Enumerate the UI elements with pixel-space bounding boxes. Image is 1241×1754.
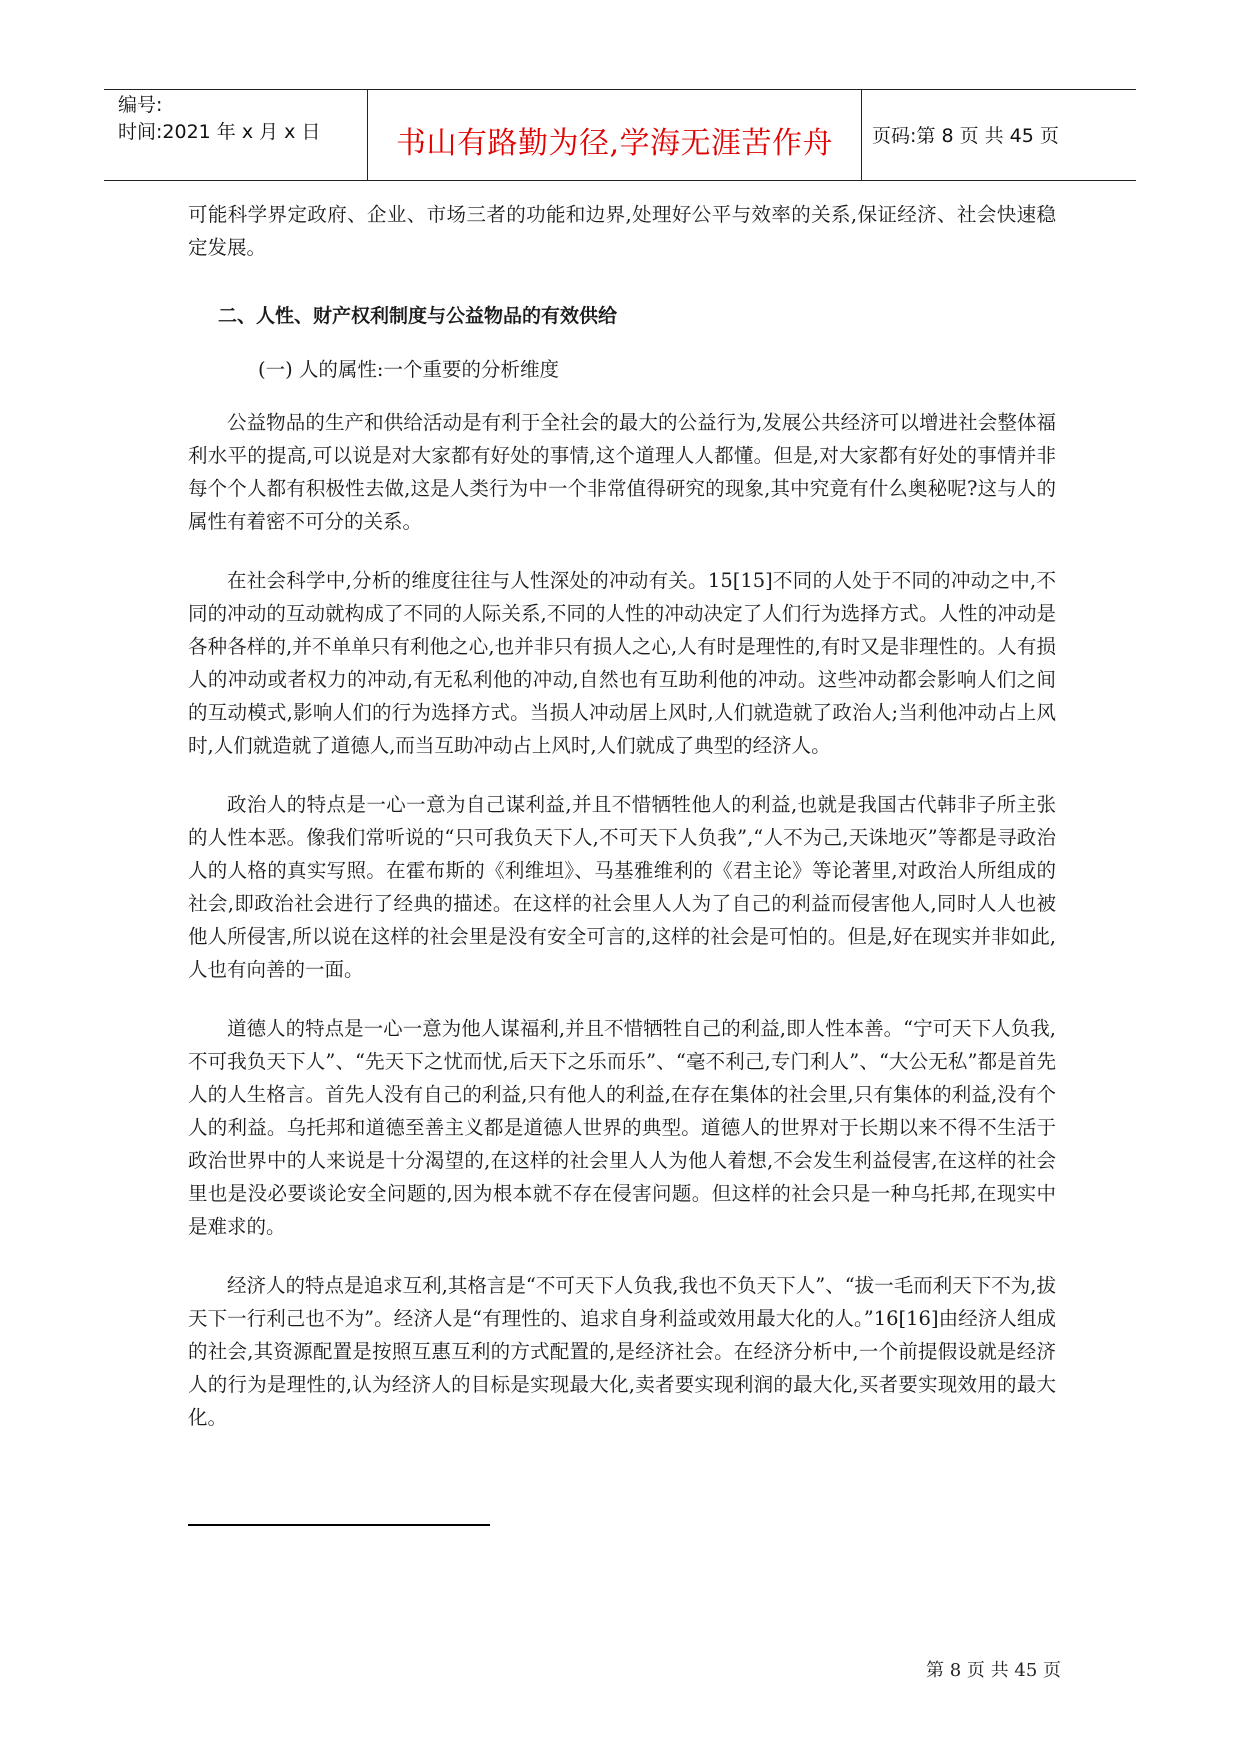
- intro-paragraph: 可能科学界定政府、企业、市场三者的功能和边界,处理好公平与效率的关系,保证经济、社会快速稳定发展。: [188, 203, 1056, 259]
- header-page-code: 页码:第 8 页 共 45 页: [872, 125, 1059, 147]
- header-motto-cell: [368, 90, 862, 180]
- document-number-label: 编号:: [118, 94, 163, 116]
- document-body: [188, 198, 1056, 1460]
- page-footer: 第 8 页 共 45 页: [926, 1660, 1061, 1681]
- body-paragraph: 公益物品的生产和供给活动是有利于全社会的最大的公益行为,发展公共经济可以增进社会整体福利水平的提高,可以说是对大家都有好处的事情,这个道理人人都懂。但是,对大家都有好处的事情并非每个个人都有积极性去做,这是人类行为中一个非常值得研究的现象,其中究竟有什么奥秘呢?这与人的属性有着密不可分的关系。: [188, 411, 1056, 533]
- subsection-heading: (一) 人的属性:一个重要的分析维度: [258, 358, 559, 381]
- header-motto: 书山有路勤为径,学海无涯苦作舟: [395, 126, 834, 161]
- body-paragraph: 政治人的特点是一心一意为自己谋利益,并且不惜牺牲他人的利益,也就是我国古代韩非子所主张的人性本恶。像我们常听说的“只可我负天下人,不可天下人负我”,“人不为己,天诛地灭”等都是寻政治人的人格的真实写照。在霍布斯的《利维坦》、马基雅维利的《君主论》等论著里,对政治人所组成的社会,即政治社会进行了经典的描述。在这样的社会里人人为了自己的利益而侵害他人,同时人人也被他人所侵害,所以说在这样的社会里是没有安全可言的,这样的社会是可怕的。但是,好在现实并非如此,人也有向善的一面。: [188, 793, 1056, 981]
- document-time-label: 时间:2021 年 x 月 x 日: [118, 121, 321, 143]
- body-paragraph: 经济人的特点是追求互利,其格言是“不可天下人负我,我也不负天下人”、“拔一毛而利天下不为,拔天下一行利己也不为”。经济人是“有理性的、追求自身利益或效用最大化的人。”16[16]由经济人组成的社会,其资源配置是按照互惠互利的方式配置的,是经济社会。在经济分析中,一个前提假设就是经济人的行为是理性的,认为经济人的目标是实现最大化,卖者要实现利润的最大化,买者要实现效用的最大化。: [188, 1274, 1056, 1429]
- header-page-cell: [862, 90, 1136, 180]
- body-paragraph: 在社会科学中,分析的维度往往与人性深处的冲动有关。15[15]不同的人处于不同的冲动之中,不同的冲动的互动就构成了不同的人际关系,不同的人性的冲动决定了人们行为选择方式。人性的冲动是各种各样的,并不单单只有利他之心,也并非只有损人之心,人有时是理性的,有时又是非理性的。人有损人的冲动或者权力的冲动,有无私利他的冲动,自然也有互助利他的冲动。这些冲动都会影响人们之间的互动模式,影响人们的行为选择方式。当损人冲动居上风时,人们就造就了政治人;当利他冲动占上风时,人们就造就了道德人,而当互助冲动占上风时,人们就成了典型的经济人。: [188, 569, 1056, 757]
- body-paragraph: 道德人的特点是一心一意为他人谋福利,并且不惜牺牲自己的利益,即人性本善。“宁可天下人负我,不可我负天下人”、“先天下之忧而忧,后天下之乐而乐”、“毫不利己,专门利人”、“大公无私”都是首先人的人生格言。首先人没有自己的利益,只有他人的利益,在存在集体的社会里,只有集体的利益,没有个人的利益。乌托邦和道德至善主义都是道德人世界的典型。道德人的世界对于长期以来不得不生活于政治世界中的人来说是十分渴望的,在这样的社会里人人为他人着想,不会发生利益侵害,在这样的社会里也是没必要谈论安全问题的,因为根本就不存在侵害问题。但这样的社会只是一种乌托邦,在现实中是难求的。: [188, 1017, 1056, 1238]
- header-info-cell: [104, 90, 368, 180]
- page-header-table: [104, 89, 1136, 181]
- section-heading: 二、人性、财产权利制度与公益物品的有效供给: [218, 305, 618, 327]
- footnote-separator: [188, 1524, 490, 1526]
